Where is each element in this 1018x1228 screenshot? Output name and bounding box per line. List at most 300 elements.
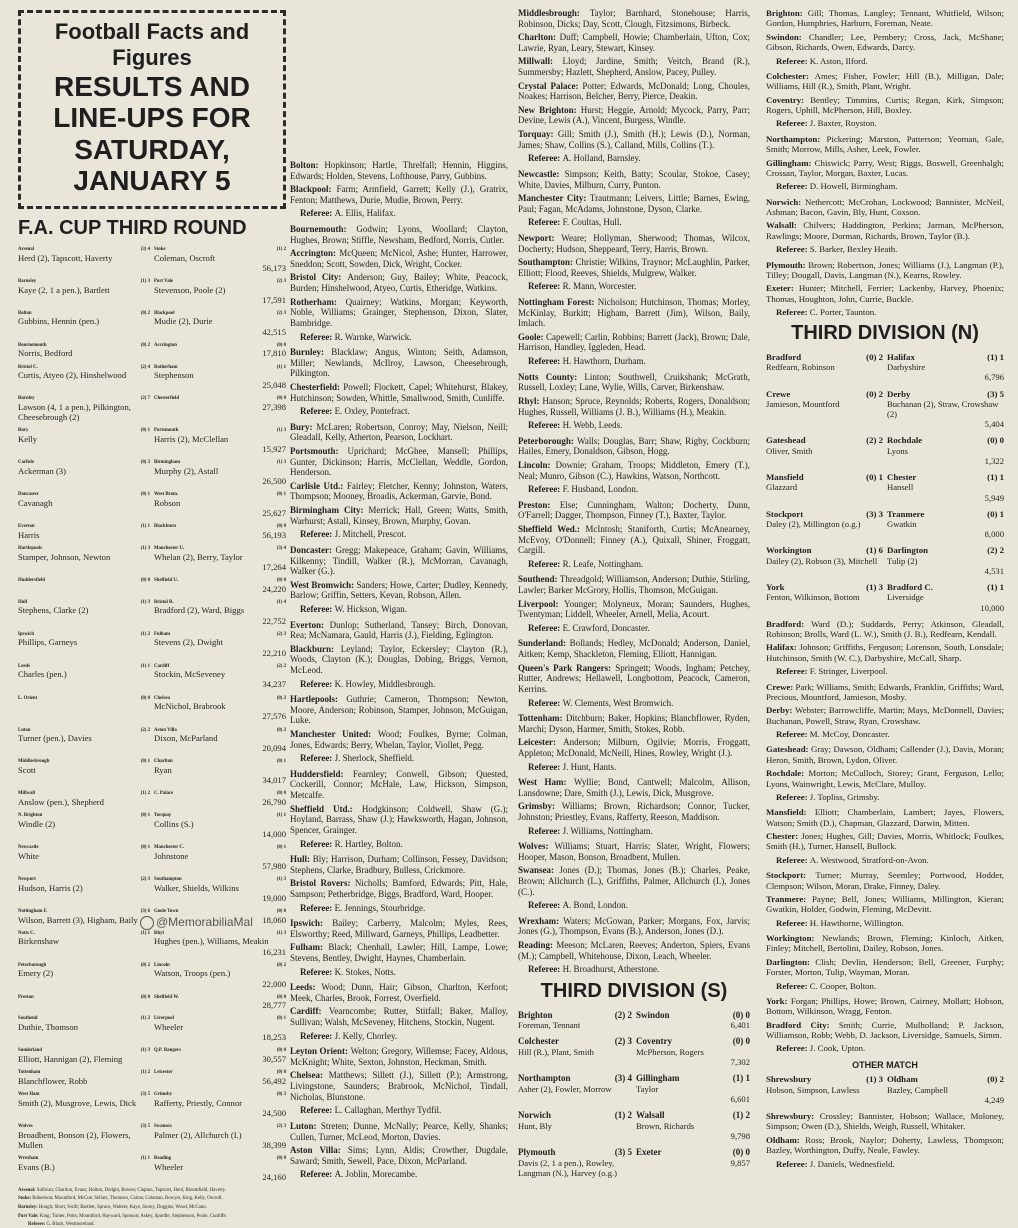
attendance: 17,264: [262, 561, 286, 572]
team-lineup: [766, 134, 1004, 155]
referee-label: Referee:: [776, 244, 810, 255]
team-lineup: [766, 957, 1004, 978]
home-score: (0) 2: [140, 962, 150, 968]
referee-label: Referee:: [28, 1222, 47, 1228]
away-score: (0) 2: [987, 1074, 1004, 1085]
team-name: Liverpool:: [518, 598, 565, 609]
match-result: [18, 247, 286, 273]
away-team: Derby: [887, 388, 911, 399]
team-lineup: [766, 831, 1004, 852]
away-line: [636, 1010, 750, 1021]
away-team: Rotherham: [154, 364, 178, 370]
match-result: [766, 435, 1004, 466]
away-score: (0) 1: [987, 508, 1004, 519]
home-team: Preston: [18, 994, 34, 1000]
away-team: Reading: [154, 1155, 172, 1161]
players: Bly; Harrison, Durham; Collinson, Fessey, Davidson; Stephens, Clarke, Bradbury, Bulless, Crickmore.: [290, 854, 508, 875]
team-name: Rochdale:: [766, 768, 809, 779]
away-side: [154, 1156, 286, 1182]
away-scorers: Lyons: [887, 445, 909, 456]
home-team: Everton: [18, 524, 35, 530]
third-south-lineups: [766, 8, 1004, 317]
referee-name: E. Oxley, Pontefract.: [334, 406, 410, 417]
away-scorers: Taylor: [636, 1083, 659, 1094]
home-line: [518, 1073, 632, 1084]
away-score: (2) 3: [276, 310, 286, 316]
title-box: [18, 10, 286, 209]
players: Walls; Douglas, Barr; Shaw, Rigby, Cockburn; Hailes, Emery, Donaldson, Gibson, Hogg.: [518, 435, 750, 457]
team-name: Nottingham Forest:: [518, 297, 598, 308]
players: Fairley; Fletcher, Kenny; Johnston, Waters, Thompson; Mooney, Broadis, Ackerman, Garvie, Bond.: [290, 480, 508, 502]
home-team: L. Orient: [18, 695, 38, 701]
players: Wood; Dunn, Hair; Gibson, Charlton, Kerfoot; Meek, Charles, Brook, Forrest, Overfield.: [290, 982, 508, 1003]
team-name: Swindon:: [766, 31, 809, 42]
team-name: Stoke:: [18, 1196, 33, 1202]
attendance: 27,576: [262, 711, 286, 722]
attendance: 4,249: [984, 1094, 1004, 1105]
away-scorers: Buchanan (2), Straw, Crowshaw (2): [887, 399, 999, 420]
home-scorers: Dailey (2), Robson (3), Mitchell: [766, 555, 878, 566]
players: Johnson; Griffiths, Ferguson; Lorenson, South, Lonsdale; Hutchinson, Smith (W. C.), Darbyshire, McCall, Sharp.: [766, 642, 1004, 663]
home-score: (3) 3: [866, 508, 883, 519]
players: Chiswick; Parry, West; Riggs, Boswell, Greenhalgh; Crossan, Taylor, Morgan, Baxter, Lucas.: [766, 157, 1004, 178]
referee-line: [290, 1105, 508, 1116]
home-scorers: Redfearn, Robinson: [766, 362, 835, 373]
away-team: Rhyl: [154, 930, 164, 936]
team-name: Walsall:: [766, 220, 804, 231]
players: Hunter; Mitchell, Ferrier; Lackenby, Harvey, Phoenix; Thomas, Houghton, John, Currie, Buckle.: [766, 283, 1004, 304]
home-scorers: Phillips, Garneys: [18, 637, 78, 648]
home-scorers: Birkenshaw: [18, 936, 60, 947]
home-team: Hull: [18, 599, 28, 605]
attendance: 24,220: [262, 583, 286, 594]
team-lineup: [518, 713, 750, 734]
referee-name: R. Mann, Worcester.: [562, 281, 637, 292]
away-score: (0) 1: [276, 492, 286, 498]
away-score: (1) 3: [276, 930, 286, 936]
title-line-1: Football Facts and Figures: [54, 19, 250, 70]
team-lineup: [290, 248, 508, 269]
players: Matthews; Sillett (J.), Sillett (P.); Armstrong, Livingstone, Saunders; Brabrook, McNichol, Tindall, Nicholas, Blunstone.: [290, 1070, 508, 1102]
away-team: Tranmere: [887, 508, 925, 519]
away-side: [154, 664, 286, 690]
team-name: Hartlepools:: [290, 694, 347, 705]
match-result: [518, 1036, 750, 1067]
team-name: Millwall:: [518, 56, 563, 67]
away-team: Manchester U.: [154, 546, 185, 552]
away-line: [887, 389, 1004, 399]
home-scorers: Daley (2), Millington (o.g.): [766, 519, 861, 530]
players: Nicholson; Hutchinson, Thomas; Morley, McKinlay, Burkitt; Higham, Barrett (Jim), Wilson, Baily, Imlach.: [518, 297, 750, 329]
away-side: [154, 759, 286, 785]
home-team: Middlesbrough: [18, 759, 50, 765]
away-side: [887, 1074, 1004, 1105]
match-result: [18, 343, 286, 359]
team-lineup: [766, 32, 1004, 53]
team-name: Hull:: [290, 854, 313, 865]
team-name: Carlisle Utd.:: [290, 480, 347, 491]
team-lineup: [766, 768, 1004, 789]
team-lineup: [290, 160, 508, 181]
away-team: Accrington: [154, 342, 177, 348]
team-name: Bristol City:: [290, 272, 348, 283]
away-side: [636, 1036, 750, 1067]
away-side: [887, 435, 1004, 466]
attendance: 18,253: [262, 1032, 286, 1043]
team-name: Huddersfield:: [290, 768, 353, 779]
attendance: 8,000: [984, 529, 1004, 540]
attendance: 5,949: [984, 492, 1004, 503]
camera-icon: [140, 916, 154, 930]
players: McLaren; Robertson, Conroy; May, Nielson, Neill; Gleadall, Kelly, Atherton, Pearson, Lockhart.: [290, 421, 509, 443]
team-name: Barnsley:: [18, 1205, 39, 1211]
match-result: [18, 632, 286, 658]
team-lineup: [290, 918, 508, 939]
home-score: (3) 4: [140, 246, 150, 252]
home-score: (1) 2: [140, 1016, 150, 1022]
attendance: 15,927: [262, 444, 286, 455]
team-name: Northampton:: [766, 133, 827, 144]
away-team: Manchester C.: [154, 845, 185, 851]
referee-label: Referee:: [300, 753, 335, 764]
referee-label: Referee:: [300, 838, 335, 849]
players: Pickering; Marston, Patterson; Yeoman, Gale, Smith; Morrow, Mills, Asher, Leek, Fowler.: [766, 133, 1004, 155]
home-score: (0) 1: [140, 492, 150, 498]
match-result: [518, 1147, 750, 1178]
home-team: Ipswich: [18, 631, 34, 637]
team-name: York:: [766, 995, 791, 1006]
home-team: Colchester: [518, 1036, 559, 1047]
team-name: Shrewsbury:: [766, 1111, 820, 1122]
referee-line: [518, 623, 750, 634]
away-score: (2) 2: [276, 663, 286, 669]
away-team: Bradford C.: [887, 582, 933, 593]
referee-line: [290, 208, 508, 219]
team-name: Blackburn:: [290, 643, 341, 654]
home-team: Luton: [18, 727, 31, 733]
team-name: Sheffield Wed.:: [518, 523, 586, 534]
referee-name: J. Williams, Nottingham.: [562, 825, 653, 836]
match-result: [18, 492, 286, 518]
players: Springett; Woods, Ingham; Petchey, Rutter, Andrews; Hellawell, Longbottom, Peacock, Cameron, Kerrins.: [518, 662, 751, 694]
home-team: Northampton: [518, 1073, 571, 1084]
away-score: (0) 0: [732, 1009, 750, 1020]
players: Hodgkinson; Coldwell, Shaw (G.); Hoyland, Barrass, Shaw (J.); Hawksworth, Hagan, Johnson, Spencer, Grainger.: [290, 803, 509, 835]
players: Else; Cunningham, Walton; Docherty, Dunn, O'Farrell; Dagger, Thompson, Finney (T.), Baxter, Taylor.: [518, 499, 750, 521]
team-name: Newcastle:: [518, 168, 565, 179]
away-scorers: Stevenson, Poole (2): [154, 284, 226, 295]
referee-label: Referee:: [528, 964, 563, 975]
team-lineup: [518, 599, 750, 620]
referee-name: H. Webb, Leeds.: [562, 420, 623, 431]
home-score: (3) 4: [614, 1073, 632, 1084]
team-lineup: [290, 545, 508, 577]
away-line: [636, 1110, 750, 1121]
team-lineup: [766, 283, 1004, 304]
home-score: (0) 2: [140, 310, 150, 316]
away-score: (0) 0: [276, 1070, 286, 1076]
players: Gray; Dawson, Oldham; Callender (J.), Davis, Moran; Heron, Smith, Brown, Lydon, Oliver.: [766, 744, 1004, 765]
team-name: Bury:: [290, 421, 317, 432]
fa-cup-lineups-3: [518, 8, 750, 975]
home-team: Barnsley: [18, 278, 37, 284]
players: Capewell; Carlin, Robbins; Barrett (Jack), Brown; Dale, Harrison, Handley, Iggleden, Head.: [518, 331, 750, 353]
home-side: [18, 546, 150, 572]
fa-cup-lineups-1: [18, 1188, 286, 1228]
players: Wood; Foulkes, Byrne; Colman, Jones, Edwards; Berry, Whelan, Taylor, Viollet, Pegg.: [290, 729, 508, 750]
home-scorers: Windle (2): [18, 818, 56, 829]
referee-label: Referee:: [528, 281, 563, 292]
home-score: (2) 4: [140, 364, 150, 370]
away-scorers: Robson: [154, 497, 181, 508]
away-score: (3) 5: [987, 388, 1004, 399]
team-lineup: [518, 841, 750, 862]
team-name: Chelsea:: [290, 1070, 329, 1081]
players: Taylor; Barnhard, Stonehouse; Harris, Robinson, Dicks; Day, Scott, Clough, Fitzsimons, Birbeck.: [518, 8, 750, 29]
away-score: (1) 3: [276, 428, 286, 434]
players: Hurst; Heggie, Arnold; Mycock, Parry, Parr; Devine, Lewis (A.), Vincent, Burgess, Windle.: [518, 104, 751, 126]
team-name: Lincoln:: [518, 459, 556, 470]
home-scorers: Scott: [18, 765, 36, 776]
players: Sullivan; Charlton, Evans; Holton, Dodgin, Bowen; Clapton, Tapscott, Herd, Bloomfield, Haverty.: [36, 1187, 227, 1193]
referee-name: H. Hawthorn, Durham.: [562, 356, 646, 367]
team-name: Notts County:: [518, 371, 585, 382]
away-side: [154, 1092, 286, 1118]
attendance: 27,398: [262, 402, 286, 413]
team-lineup: [518, 737, 750, 758]
home-team: Crewe: [766, 388, 791, 399]
home-side: [18, 1092, 150, 1118]
home-team: Stockport: [766, 508, 804, 519]
team-lineup: [766, 619, 1004, 640]
referee-name: W. Hickson, Wigan.: [334, 603, 407, 614]
team-name: Manchester City:: [518, 193, 590, 204]
third-north-heading: THIRD DIVISION (N): [791, 322, 979, 345]
players: Younger; Molyneux, Moran; Saunders, Hughes, Twentyman; Liddell, Wheeler, Arnell, Melia, Acourt.: [518, 598, 750, 620]
referee-label: Referee:: [776, 791, 810, 802]
team-lineup: [766, 996, 1004, 1017]
home-side: [18, 1124, 150, 1150]
team-name: Chesterfield:: [290, 381, 344, 392]
away-side: [154, 578, 286, 594]
team-name: Goole:: [518, 331, 546, 342]
match-result: [518, 1110, 750, 1141]
home-team: Brighton: [518, 1009, 553, 1020]
team-lineup: [18, 1214, 286, 1220]
home-score: (1) 2: [140, 1070, 150, 1076]
away-scorers: Liversidge: [887, 592, 924, 603]
away-score: (1) 2: [732, 1110, 750, 1121]
home-side: [18, 632, 150, 658]
referee-name: D. Howell, Birmingham.: [809, 181, 898, 192]
home-side: [18, 1070, 150, 1086]
away-scorers: Dixon, McParland: [154, 733, 218, 744]
home-line: [766, 389, 883, 399]
team-lineup: [766, 744, 1004, 765]
team-lineup: [290, 804, 508, 836]
home-scorers: Cavanagh: [18, 497, 53, 508]
home-team: Sunderland: [18, 1048, 42, 1054]
match-result: [766, 545, 1004, 576]
attendance: 22,752: [262, 615, 286, 626]
away-scorers: Walker, Shields, Wilkins: [154, 882, 239, 893]
team-name: Oldham:: [766, 1134, 806, 1145]
players: Anderson; Milburn, Ogilvie; Morris, Froggatt, Appleton; McDonald, McNeill, Hines, Rowley, Wright (J.).: [518, 737, 750, 758]
team-name: Birmingham City:: [290, 505, 369, 516]
home-side: [518, 1147, 632, 1178]
away-scorers: Palmer (2), Allchurch (I.): [154, 1129, 242, 1140]
away-team: Lincoln: [154, 962, 170, 968]
referee-name: H. Hawthorne, Willington.: [809, 917, 904, 928]
referee-name: J. Kelly, Chorley.: [334, 1030, 398, 1041]
away-side: [887, 352, 1004, 383]
attendance: 6,601: [730, 1093, 750, 1104]
home-side: [18, 1016, 150, 1042]
team-lineup: [290, 769, 508, 801]
away-score: (0) 1: [276, 759, 286, 765]
referee-name: J. Daniels, Wednesfield.: [809, 1158, 895, 1169]
home-team: Newcastle: [18, 845, 39, 851]
home-score: (2) 7: [140, 396, 150, 402]
home-side: [18, 396, 150, 422]
home-scorers: Norris, Bedford: [18, 348, 73, 359]
referee-label: Referee:: [776, 917, 810, 928]
away-scorers: Harris (2), McClellan: [154, 434, 229, 445]
referee-name: K. Aston, Ilford.: [809, 55, 868, 66]
players: Weare; Hollyman, Sherwood; Thomas, Wilcox, Docherty; Hudson, Sheppeard, Terry, Harris, Brown.: [518, 232, 750, 254]
referee-line: [518, 217, 750, 228]
team-lineup: [290, 422, 508, 443]
referee-line: [766, 181, 1004, 191]
away-score: (2) 3: [276, 1123, 286, 1129]
team-name: Port Vale:: [18, 1213, 40, 1219]
home-scorers: Hill (R.), Plant, Smith: [518, 1046, 594, 1057]
referee-line: [766, 1043, 1004, 1053]
referee-label: Referee:: [300, 678, 335, 689]
home-team: Norwich: [518, 1110, 551, 1121]
referee-name: R. Leafe, Nottingham.: [562, 558, 644, 569]
home-side: [18, 963, 150, 989]
home-side: [18, 696, 150, 722]
players: Webster; Barrowcliffe, Martin; Mays, McDonnell, Davies; Buchanan, Powell, Straw, Ryan, Crowshaw.: [766, 705, 1004, 726]
home-team: Wolves: [18, 1123, 33, 1129]
players: Chilvers; Haddington, Perkins; Jarman, McPherson, Rawlings; Moore, Dorman, Richards, Brown, Taylor (B.).: [766, 220, 1004, 241]
team-name: Swansea:: [518, 865, 560, 876]
players: Morton; McCulloch, Storey; Grant, Ferguson, Lello; Lyons, Wainwright, Lewis, McClare, Mulloy.: [766, 768, 1004, 789]
home-scorers: Charles (pen.): [18, 669, 67, 680]
away-team: Swansea: [154, 1123, 172, 1129]
away-side: [636, 1010, 750, 1031]
away-team: Blackburn: [154, 524, 176, 530]
team-lineup: [18, 1205, 286, 1211]
referee-label: Referee:: [528, 825, 563, 836]
referee-name: H. Broadhurst, Atherstone.: [562, 964, 660, 975]
home-scorers: Smith (2), Musgrove, Lewis, Dick: [18, 1097, 137, 1108]
home-team: Bolton: [18, 310, 32, 316]
team-lineup: [518, 940, 750, 961]
third-north-results: [766, 352, 1004, 613]
home-line: [18, 696, 150, 702]
referee-name: K. Stokes, Notts.: [334, 966, 396, 977]
away-score: (0) 0: [276, 396, 286, 402]
referee-name: A. Westwood, Stratford-on-Avon.: [809, 854, 929, 865]
away-team: Sheffield U.: [154, 577, 178, 583]
referee-label: Referee:: [300, 1105, 335, 1116]
players: Guthrie; Cameron, Thompson; Newton, Moore, Anderson; Robinson, Stamper, Johnson, McGuigan, Luke.: [290, 694, 508, 726]
team-name: Cardiff:: [290, 1006, 329, 1017]
team-lineup: [290, 878, 508, 899]
away-scorers: Wheeler: [154, 1161, 184, 1172]
referee-line: [290, 529, 508, 540]
home-scorers: White: [18, 850, 39, 861]
referee-label: Referee:: [776, 118, 810, 129]
away-scorers: Whelan (2), Berry, Taylor: [154, 551, 243, 562]
home-side: [18, 877, 150, 903]
team-lineup: [518, 8, 750, 29]
players: Black; Chenhall, Lawler; Hill, Lampe, Lowe; Stevens, Bentley, Dwight, Haynes, Chamberlain.: [290, 942, 508, 963]
away-score: (0) 2: [276, 727, 286, 733]
team-lineup: [518, 257, 750, 278]
match-result: [18, 1016, 286, 1042]
home-line: [18, 578, 150, 584]
referee-line: [518, 900, 750, 911]
referee-name: M. McCoy, Doncaster.: [809, 729, 890, 740]
team-lineup: [518, 32, 750, 53]
home-side: [766, 582, 883, 613]
fa-cup-heading: F.A. CUP THIRD ROUND: [18, 217, 247, 240]
home-team: Plymouth: [518, 1146, 556, 1157]
team-name: Leyton Orient:: [290, 1046, 351, 1057]
away-score: (2) 3: [276, 631, 286, 637]
team-lineup: [518, 801, 750, 822]
team-lineup: [290, 644, 508, 676]
home-scorers: Turner (pen.), Davies: [18, 733, 92, 744]
match-result: [18, 600, 286, 626]
home-team: Carlisle: [18, 460, 34, 466]
away-score: (0) 0: [732, 1146, 750, 1157]
players: Robertson; Mountford, McCue; Sellars, Thomson, Cairns; Coleman, Bowyer, King, Kelly, Oscroft.: [32, 1196, 223, 1202]
away-score: (0) 0: [276, 524, 286, 530]
match-result: [18, 696, 286, 722]
home-score: (0) 1: [140, 845, 150, 851]
away-scorers: Hansell: [887, 482, 914, 493]
match-result: [18, 664, 286, 690]
away-team: Exeter: [636, 1146, 662, 1157]
other-match-lineups: [766, 1111, 1004, 1169]
match-result: [18, 963, 286, 989]
away-scorers: Rafferty, Priestly, Connor: [154, 1097, 242, 1108]
away-score: (0) 1: [276, 1016, 286, 1022]
team-name: Middlesbrough:: [518, 8, 590, 18]
team-lineup: [766, 705, 1004, 726]
home-side: [18, 600, 150, 626]
home-line: [18, 995, 150, 1001]
away-side: [154, 365, 286, 391]
home-scorers: Anslow (pen.), Shepherd: [18, 797, 104, 808]
away-side: [154, 546, 286, 572]
team-name: Colchester:: [766, 70, 815, 81]
referee-name: A. Bond, London.: [562, 900, 628, 911]
referee-label: Referee:: [528, 761, 563, 772]
away-team: Stoke: [154, 246, 166, 252]
home-line: [518, 1110, 632, 1121]
home-side: [766, 1074, 883, 1105]
home-team: Huddersfield: [18, 577, 45, 583]
home-scorers: Fenton, Wilkinson, Bottom: [766, 592, 860, 603]
team-name: Aston Villa:: [290, 1145, 348, 1156]
match-result: [18, 365, 286, 391]
players: Streten; Dunne, McNally; Pearce, Kelly, Shanks; Cullen, Turner, McLeod, Morton, Davies.: [290, 1120, 508, 1142]
